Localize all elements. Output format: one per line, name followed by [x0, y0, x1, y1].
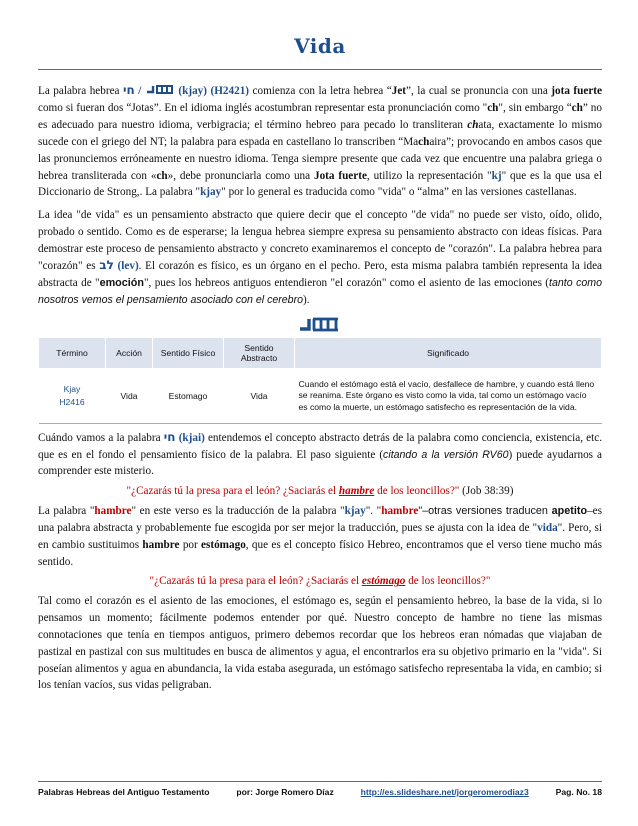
highlight-word: estómago	[361, 575, 406, 588]
text: aira”; provocando en ambos casos que las pronunciemos erróneamente en nuestro idioma. Tenga siempre presente que cada vez que encuentre una palabra griega o hebrea transliterada con «	[38, 135, 602, 182]
text: "¿Cazarás tú la presa para el león? ¿Saciarás el	[149, 575, 362, 588]
strong-code: H2416	[59, 397, 85, 408]
text: ch	[418, 135, 430, 148]
text: emoción	[99, 277, 144, 290]
text: ata	[478, 119, 492, 132]
text: jota fuerte	[551, 85, 602, 97]
text: comienza con la letra hebrea “	[249, 85, 392, 97]
hebrew-word: לב	[99, 258, 114, 273]
verse-reference: (Job 38:39)	[459, 485, 514, 498]
paragraph-kjai	[38, 429, 602, 480]
text: ch	[156, 169, 168, 182]
text: hambre	[381, 505, 419, 518]
hebrew-word: חי	[163, 429, 176, 444]
text: La palabra "	[38, 505, 95, 518]
text: Cuándo vamos a la palabra	[38, 431, 164, 444]
column-header: Significado	[295, 337, 602, 368]
text: entendemos el concepto abstracto detrás de la palabra como conciencia, existencia, etc. que es en el fondo el pensamiento físico de la palabra. El paso siguiente (	[38, 431, 603, 461]
text: . El corazón es físico, es un órgano en el pecho. Pero, esta misma palabra también representa la idea abstracta de "	[38, 260, 603, 290]
text: La palabra hebrea	[38, 85, 124, 97]
text: " que es la que usa el Diccionario de Strong,. La palabra "	[38, 169, 602, 199]
text: ch	[487, 102, 499, 115]
text: de los leoncillos?"	[405, 575, 491, 588]
text: ", sin embargo “	[498, 102, 572, 115]
table-row	[39, 368, 602, 423]
text: kjay	[200, 186, 222, 199]
fisico-cell: Estomago	[153, 368, 224, 423]
paragraph-conclusion: Tal como el corazón es el asiento de las emociones, el estómago es, según el pensamiento hebreo, la base de la vida, si lo pensamos un momento; fácilmente podemos entender por qué. Nuestro concepto de hambre no tiene las mismas connotaciones que tenía en tiempos antiguos, primero debemos recordar que los hebreos eran nómadas que viajaban de pastizal en pastizal con sus multitudes en busca de alimentos y agua, el encontrarlos era su objetivo primario en la "vida". Si poseían alimentos y agua en abundancia, la vida estaba asegurada, un estómago satisfecho representaba la vida, en cambio; si los tenían vacíos, sus vidas peligraban.	[38, 595, 602, 692]
text: "¿Cazarás tú la presa para el león? ¿Saciarás el	[126, 485, 339, 498]
meaning-table	[38, 337, 602, 424]
text: por	[179, 538, 202, 551]
paragraph-abstract	[38, 207, 602, 309]
page-title: Vida	[294, 34, 346, 58]
highlight-word: hambre	[338, 485, 375, 498]
text: ". Pero, si en cambio sustituimos	[38, 522, 602, 551]
text: Jet	[391, 85, 407, 97]
transliteration: (kjai)	[178, 431, 205, 444]
quote-job-hambre	[38, 483, 602, 500]
text: "–otras versiones traducen	[418, 505, 552, 518]
accion-cell: Vida	[106, 368, 153, 423]
significado-cell: Cuando el estómago está el vacío, desfallece de hambre, y cuando está lleno se reanima. Este órgano es visto como la vida, tal como un estómago vacío es como la muerte, un estómago satisfecho es representación de la vida.	[295, 368, 602, 423]
text: , utilizo la representación "	[366, 169, 492, 182]
text: kjay	[344, 505, 366, 518]
column-header: Acción	[106, 337, 153, 368]
text: vida	[537, 522, 558, 535]
text: ) puede ayudarnos a comprender este misterio.	[38, 448, 603, 478]
transliteration: (lev)	[117, 260, 139, 273]
text: ", pues los hebreos antiguos entendieron "el corazón" como el asiento de las emociones (	[143, 277, 550, 290]
transliteration: (kjay)	[178, 85, 207, 97]
column-header: Sentido Físico	[153, 337, 224, 368]
text: ” no es adecuado para nuestro idioma, verbigracia; el término hebreo para pecado lo transliteran	[38, 102, 602, 132]
ancient-hebrew-chai-glyph-icon	[298, 315, 340, 333]
text: hambre	[142, 538, 180, 551]
footer-page-number: Pag. No. 18	[555, 787, 602, 797]
text: citando a la versión RV60	[383, 448, 509, 461]
text: ch	[571, 102, 583, 115]
text: Jota fuerte	[313, 169, 367, 182]
ancient-hebrew-chai-glyph-icon	[145, 83, 175, 101]
column-header: Término	[39, 337, 106, 368]
text: ”, la cual se pronuncia con una	[406, 85, 552, 97]
text: kj	[491, 169, 502, 182]
text: ).	[303, 294, 310, 307]
text: –es una palabra abstracta y probablemente fue escogida por ser mejor la traducción, pues se ajusta con la idea de "	[38, 505, 602, 535]
paragraph-hambre	[38, 503, 602, 570]
page-footer	[38, 781, 602, 797]
footer-link[interactable]: http://es.slideshare.net/jorgeromerodiaz3	[360, 787, 529, 797]
text: apetito	[551, 505, 588, 518]
text: ch	[467, 119, 479, 132]
text: ". "	[365, 505, 382, 518]
content	[38, 70, 602, 694]
abstracto-cell: Vida	[224, 368, 295, 423]
paragraph-intro	[38, 82, 602, 201]
text: , exactamente lo mismo sucede con el griego del NT; la palabra para espada en castellano lo transcriben “Ma	[38, 119, 603, 148]
ancient-hebrew-chai-large	[38, 315, 602, 337]
text: /	[134, 85, 145, 97]
text: estómago	[201, 538, 246, 551]
text: como si fueran dos “Jotas”. En el idioma inglés acostumbran representar esta pronunciación como "	[38, 102, 488, 115]
term-cell	[39, 368, 106, 423]
text: de los leoncillos?"	[374, 485, 460, 498]
hebrew-word: חי	[123, 83, 135, 97]
page	[38, 0, 602, 61]
footer-author: por: Jorge Romero Díaz	[236, 787, 334, 797]
column-header: Sentido Abstracto	[224, 337, 295, 368]
strong-code: (H2421)	[210, 85, 250, 97]
table-header-row	[39, 337, 602, 368]
text: " en este verso es la traducción de la palabra "	[131, 505, 345, 518]
text: hambre	[94, 505, 132, 518]
text: La idea "de vida" es un pensamiento abstracto que quiere decir que el concepto "de vida" no puede ser visto, oído, olido, probado o sentido. Como es de esperarse; la lengua hebrea siempre expresa su pensamiento abstracto con ideas físicas. Para demostrar este proceso de pensamiento abstracto y concreto examinaremos el concepto de "corazón". La palabra hebrea para "corazón" es	[38, 209, 602, 273]
footer-book-title: Palabras Hebreas del Antiguo Testamento	[38, 787, 210, 797]
text: tanto como nosotros vemos el pensamiento asociado con el cerebro	[38, 277, 602, 307]
text: " por lo general es traducida como "vida" o “alma” en las versiones castellanas.	[221, 186, 577, 199]
term: Kjay	[63, 384, 81, 395]
text: , que es el concepto físico Hebreo, encontramos que el verso tiene mucho más sentido.	[38, 538, 602, 568]
quote-job-estomago	[38, 573, 602, 590]
text: », debe pronunciarla como una	[167, 169, 314, 182]
